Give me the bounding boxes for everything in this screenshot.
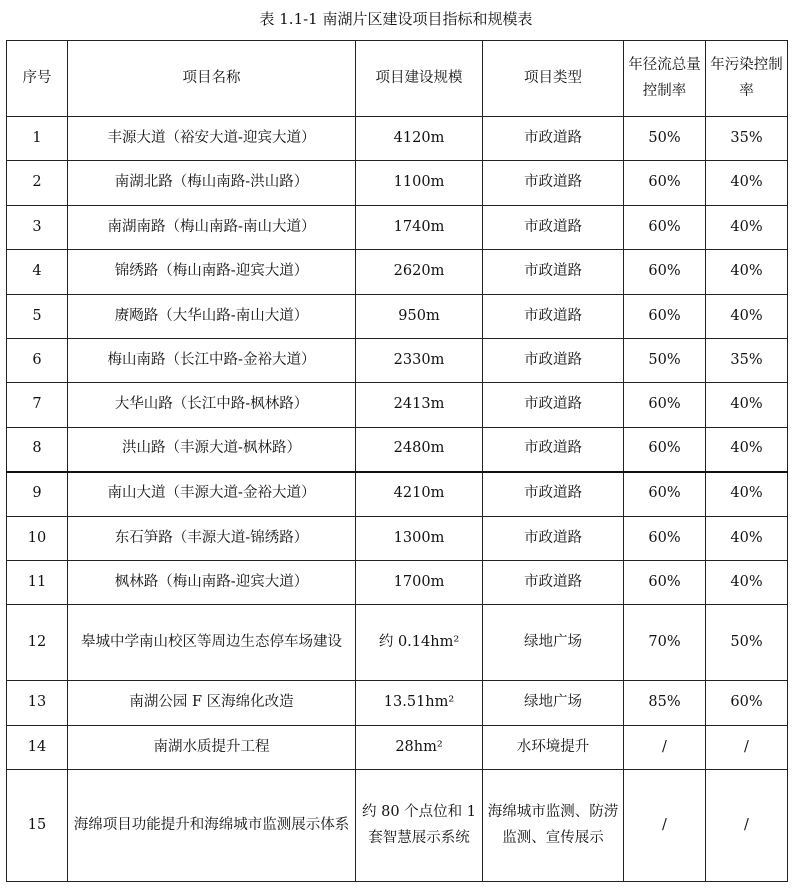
cell-scale: 4210m [356, 472, 483, 516]
cell-pollution: 40% [706, 250, 788, 294]
cell-pollution: 40% [706, 516, 788, 560]
cell-type: 市政道路 [483, 516, 624, 560]
table-row [7, 427, 788, 471]
cell-type: 市政道路 [483, 294, 624, 338]
cell-type: 市政道路 [483, 117, 624, 161]
cell-name: 皋城中学南山校区等周边生态停车场建设 [68, 605, 356, 681]
table-row [7, 383, 788, 427]
cell-scale: 1700m [356, 560, 483, 604]
cell-runoff: 60% [624, 472, 706, 516]
cell-runoff: / [624, 770, 706, 882]
cell-runoff: 50% [624, 338, 706, 382]
cell-scale: 1100m [356, 161, 483, 205]
table-row [7, 117, 788, 161]
project-table [6, 40, 788, 882]
table-row [7, 161, 788, 205]
cell-pollution: 40% [706, 205, 788, 249]
cell-name: 锦绣路（梅山南路-迎宾大道） [68, 250, 356, 294]
cell-no: 11 [7, 560, 68, 604]
cell-scale: 2330m [356, 338, 483, 382]
cell-type: 市政道路 [483, 250, 624, 294]
cell-name: 丰源大道（裕安大道-迎宾大道） [68, 117, 356, 161]
cell-runoff: 50% [624, 117, 706, 161]
cell-runoff: 60% [624, 294, 706, 338]
cell-no: 9 [7, 472, 68, 516]
cell-scale: 2413m [356, 383, 483, 427]
cell-type: 水环境提升 [483, 725, 624, 769]
cell-runoff: 85% [624, 681, 706, 725]
cell-no: 3 [7, 205, 68, 249]
table-caption: 表 1.1-1 南湖片区建设项目指标和规模表 [259, 10, 533, 28]
header-no: 序号 [7, 41, 68, 117]
cell-runoff: 60% [624, 560, 706, 604]
table-body [7, 117, 788, 882]
cell-pollution: 60% [706, 681, 788, 725]
table-row [7, 205, 788, 249]
cell-pollution: 35% [706, 117, 788, 161]
cell-type: 市政道路 [483, 205, 624, 249]
cell-no: 6 [7, 338, 68, 382]
cell-name: 南湖公园 F 区海绵化改造 [68, 681, 356, 725]
cell-runoff: 60% [624, 250, 706, 294]
cell-type: 市政道路 [483, 161, 624, 205]
header-name: 项目名称 [68, 41, 356, 117]
cell-type: 市政道路 [483, 472, 624, 516]
cell-type: 市政道路 [483, 338, 624, 382]
cell-runoff: 60% [624, 161, 706, 205]
cell-no: 5 [7, 294, 68, 338]
cell-name: 海绵项目功能提升和海绵城市监测展示体系 [68, 770, 356, 882]
cell-no: 10 [7, 516, 68, 560]
cell-pollution: 40% [706, 560, 788, 604]
table-row [7, 250, 788, 294]
cell-no: 13 [7, 681, 68, 725]
table-row [7, 516, 788, 560]
cell-scale: 950m [356, 294, 483, 338]
cell-name: 赓飏路（大华山路-南山大道） [68, 294, 356, 338]
cell-scale: 2620m [356, 250, 483, 294]
cell-name: 南山大道（丰源大道-金裕大道） [68, 472, 356, 516]
cell-name: 大华山路（长江中路-枫林路） [68, 383, 356, 427]
cell-type: 绿地广场 [483, 605, 624, 681]
cell-scale: 1300m [356, 516, 483, 560]
cell-runoff: 60% [624, 427, 706, 471]
cell-no: 4 [7, 250, 68, 294]
table-row [7, 725, 788, 769]
cell-scale: 28hm² [356, 725, 483, 769]
cell-no: 8 [7, 427, 68, 471]
cell-name: 洪山路（丰源大道-枫林路） [68, 427, 356, 471]
cell-no: 7 [7, 383, 68, 427]
cell-name: 东石笋路（丰源大道-锦绣路） [68, 516, 356, 560]
table-row [7, 681, 788, 725]
cell-pollution: / [706, 770, 788, 882]
cell-type: 市政道路 [483, 560, 624, 604]
table-row [7, 294, 788, 338]
cell-type: 海绵城市监测、防涝监测、宣传展示 [483, 770, 624, 882]
cell-pollution: 40% [706, 383, 788, 427]
table-row [7, 338, 788, 382]
table-row [7, 605, 788, 681]
cell-type: 市政道路 [483, 427, 624, 471]
header-pollution: 年污染控制率 [706, 41, 788, 117]
cell-type: 市政道路 [483, 383, 624, 427]
cell-no: 1 [7, 117, 68, 161]
cell-pollution: 40% [706, 294, 788, 338]
cell-name: 南湖北路（梅山南路-洪山路） [68, 161, 356, 205]
header-type: 项目类型 [483, 41, 624, 117]
cell-no: 2 [7, 161, 68, 205]
cell-scale: 1740m [356, 205, 483, 249]
table-row [7, 560, 788, 604]
cell-runoff: 60% [624, 205, 706, 249]
cell-scale: 约 80 个点位和 1 套智慧展示系统 [356, 770, 483, 882]
cell-scale: 13.51hm² [356, 681, 483, 725]
table-row [7, 770, 788, 882]
cell-runoff: 60% [624, 383, 706, 427]
header-row [7, 41, 788, 117]
cell-pollution: / [706, 725, 788, 769]
cell-runoff: 60% [624, 516, 706, 560]
cell-scale: 约 0.14hm² [356, 605, 483, 681]
cell-name: 枫林路（梅山南路-迎宾大道） [68, 560, 356, 604]
table-row [7, 472, 788, 516]
cell-pollution: 35% [706, 338, 788, 382]
cell-runoff: / [624, 725, 706, 769]
cell-no: 15 [7, 770, 68, 882]
cell-name: 南湖南路（梅山南路-南山大道） [68, 205, 356, 249]
cell-name: 南湖水质提升工程 [68, 725, 356, 769]
cell-type: 绿地广场 [483, 681, 624, 725]
cell-scale: 4120m [356, 117, 483, 161]
cell-name: 梅山南路（长江中路-金裕大道） [68, 338, 356, 382]
cell-pollution: 40% [706, 427, 788, 471]
cell-pollution: 40% [706, 472, 788, 516]
cell-no: 12 [7, 605, 68, 681]
cell-pollution: 50% [706, 605, 788, 681]
cell-pollution: 40% [706, 161, 788, 205]
cell-runoff: 70% [624, 605, 706, 681]
header-runoff: 年径流总量控制率 [624, 41, 706, 117]
header-scale: 项目建设规模 [356, 41, 483, 117]
cell-no: 14 [7, 725, 68, 769]
cell-scale: 2480m [356, 427, 483, 471]
